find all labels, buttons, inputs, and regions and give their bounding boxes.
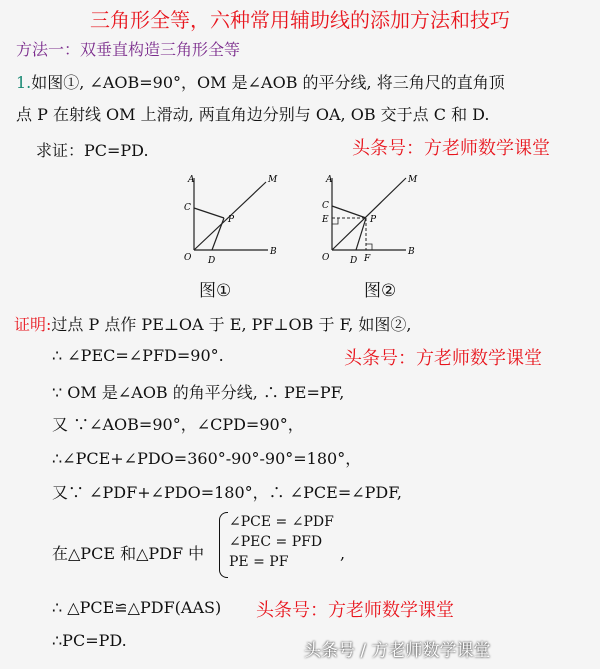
label-o: O [184,253,192,263]
watermark-3: 头条号：方老师数学课堂 [256,600,454,621]
watermark-2: 头条号：方老师数学课堂 [344,348,542,369]
right-angle-f [366,244,372,250]
footer-watermark: 头条号 / 方老师数学课堂 [304,641,491,661]
figure-2-caption: 图② [364,281,397,301]
problem-line-3: 求证：PC=PD. [36,141,149,160]
proof-line-2: ∵ OM 是∠AOB 的角平分线, ∴ PE=PF, [52,383,345,402]
right-angle-e [332,218,338,224]
left-brace [219,512,228,578]
label-m: M [408,175,418,185]
segment-pd [356,218,366,250]
segment-cp [194,208,224,218]
label-a: A [326,175,333,185]
label-c: C [184,203,191,213]
segment-cp [332,206,366,218]
proof-line-1: ∴ ∠PEC=∠PFD=90°. [52,346,224,365]
proof-line-4: ∴∠PCE+∠PDO=360°-90°-90°=180°， [52,449,362,468]
system-row-1: ∠PCE = ∠PDF [229,514,334,530]
watermark-1: 头条号：方老师数学课堂 [352,138,550,159]
problem-text-1: 如图①, ∠AOB=90°，OM 是∠AOB 的平分线, 将三角尺的直角顶 [31,73,505,92]
segment-pd [212,218,224,250]
system-comma: , [340,544,346,563]
problem-number: 1. [16,73,32,92]
label-c: C [322,201,329,211]
label-o: O [322,253,330,263]
figure-1-caption: 图① [199,281,232,301]
label-f: F [364,254,371,264]
problem-line-2: 点 P 在射线 OM 上滑动, 两直角边分别与 OA, OB 交于点 C 和 D. [16,105,490,124]
label-a: A [188,175,195,185]
label-d: D [208,256,216,266]
label-b: B [408,247,415,257]
proof-line-0 [14,312,411,335]
label-p: P [228,215,235,225]
proof-line-8: ∴PC=PD. [52,631,127,650]
problem-line-1 [16,70,505,93]
proof-line-3: 又 ∵∠AOB=90°，∠CPD=90°， [52,415,304,434]
figure-1 [172,168,292,268]
figure-2 [314,168,424,268]
proof-line-6: 在△PCE 和△PDF 中 [52,544,205,563]
proof-label: 证明: [14,315,52,334]
equation-system [219,512,334,572]
label-b: B [270,247,277,257]
ray-om [332,178,406,250]
proof-line-5: 又∵ ∠PDF+∠PDO=180°，∴ ∠PCE=∠PDF, [52,483,402,502]
system-row-2: ∠PEC = PFD [229,534,323,550]
system-row-3: PE = PF [229,554,289,570]
label-d: D [350,256,358,266]
page-title: 三角形全等，六种常用辅助线的添加方法和技巧 [90,8,510,32]
label-p: P [370,215,377,225]
proof-text-0: 过点 P 点作 PE⊥OA 于 E, PF⊥OB 于 F, 如图②, [51,315,412,334]
label-m: M [268,175,278,185]
proof-line-7: ∴ △PCE≌△PDF(AAS) [52,598,222,617]
label-e: E [322,215,329,225]
method-heading: 方法一：双垂直构造三角形全等 [16,40,241,59]
